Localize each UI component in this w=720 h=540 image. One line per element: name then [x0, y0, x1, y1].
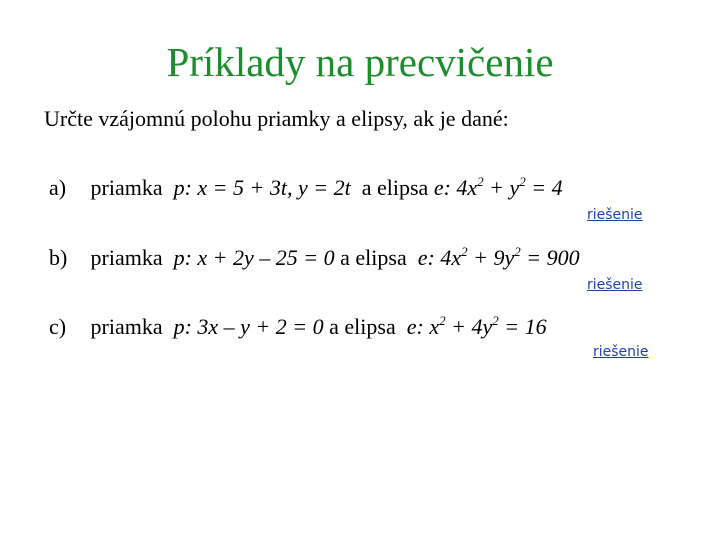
line-equation: p: x = 5 + 3t, y = 2t [173, 175, 351, 200]
ellipse-word: a elipsa [340, 245, 407, 270]
exercise-label: a) [49, 175, 67, 200]
ellipse-word: a elipsa [329, 314, 396, 339]
line-word: priamka [90, 314, 163, 339]
line-word: priamka [90, 175, 163, 200]
solution-link-a[interactable]: riešenie [587, 207, 643, 223]
ellipse-equation: e: $4x^2 + y^2 = 4$ [433, 174, 563, 200]
exercise-c [49, 314, 547, 340]
ellipse-equation: e: $x^2 + 4y^2 = 16$ [406, 313, 547, 339]
exercise-label: c) [49, 314, 67, 339]
line-word: priamka [90, 245, 163, 270]
ellipse-word: a elipsa [361, 175, 429, 200]
solution-link-b[interactable]: riešenie [587, 277, 643, 293]
exercise-label: b) [49, 245, 68, 270]
line-equation: p: x + 2y – 25 = 0 [173, 245, 335, 270]
solution-link-c[interactable]: riešenie [593, 344, 649, 360]
task-instruction: Určte vzájomnú polohu priamky a elipsy, ak je dané: [44, 106, 509, 131]
exercise-b [49, 245, 580, 271]
line-equation: p: 3x – y + 2 = 0 [173, 314, 324, 339]
page-title: Príklady na precvičenie [166, 39, 554, 85]
exercise-a [49, 175, 563, 201]
ellipse-equation: e: $4x^2 + 9y^2 = 900$ [417, 244, 580, 270]
